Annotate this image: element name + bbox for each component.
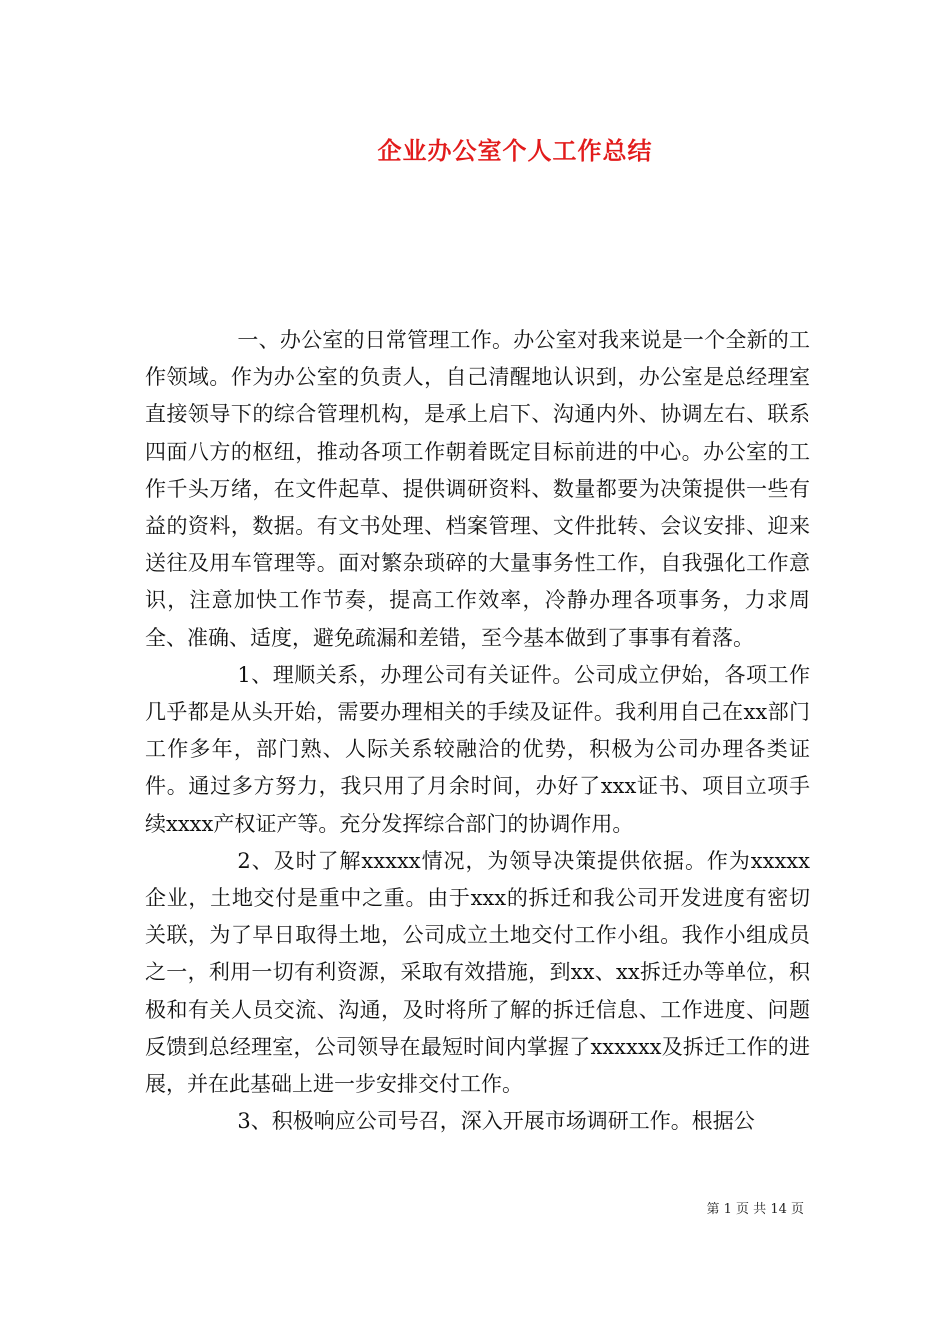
document-body: [145, 322, 810, 1140]
page-number-footer: 第 1 页 共 14 页: [706, 1202, 804, 1217]
paragraph-item-3: 3、积极响应公司号召，深入开展市场调研工作。根据公: [237, 1109, 755, 1134]
document-title: 企业办公室个人工作总结: [377, 136, 653, 165]
paragraph-item-1: 1、理顺关系，办理公司有关证件。公司成立伊始，各项工作几乎都是从头开始，需要办理相关的手续及证件。我利用自己在xx部门工作多年，部门熟、人际关系较融洽的优势，积极为公司办理各类证件。通过多方努力，我只用了月余时间，办好了xxx证书、项目立项手续xxxx产权证产等。充分发挥综合部门的协调作用。: [145, 662, 810, 836]
paragraph-item-2: 2、及时了解xxxxx情况，为领导决策提供依据。作为xxxxx企业，土地交付是重中之重。由于xxx的拆迁和我公司开发进度有密切关联，为了早日取得土地，公司成立土地交付工作小组。我作小组成员之一，利用一切有利资源，采取有效措施，到xx、xx拆迁办等单位，积极和有关人员交流、沟通，及时将所了解的拆迁信息、工作进度、问题反馈到总经理室，公司领导在最短时间内掌握了xxxxxx及拆迁工作的进展，并在此基础上进一步安排交付工作。: [145, 848, 810, 1097]
paragraph-office-daily-management: 一、办公室的日常管理工作。办公室对我来说是一个全新的工作领域。作为办公室的负责人，自己清醒地认识到，办公室是总经理室直接领导下的综合管理机构，是承上启下、沟通内外、协调左右、联系四面八方的枢纽，推动各项工作朝着既定目标前进的中心。办公室的工作千头万绪，在文件起草、提供调研资料、数量都要为决策提供一些有益的资料，数据。有文书处理、档案管理、文件批转、会议安排、迎来送往及用车管理等。面对繁杂琐碎的大量事务性工作，自我强化工作意识，注意加快工作节奏，提高工作效率，冷静办理各项事务，力求周全、准确、适度，避免疏漏和差错，至今基本做到了事事有着落。: [145, 328, 810, 650]
